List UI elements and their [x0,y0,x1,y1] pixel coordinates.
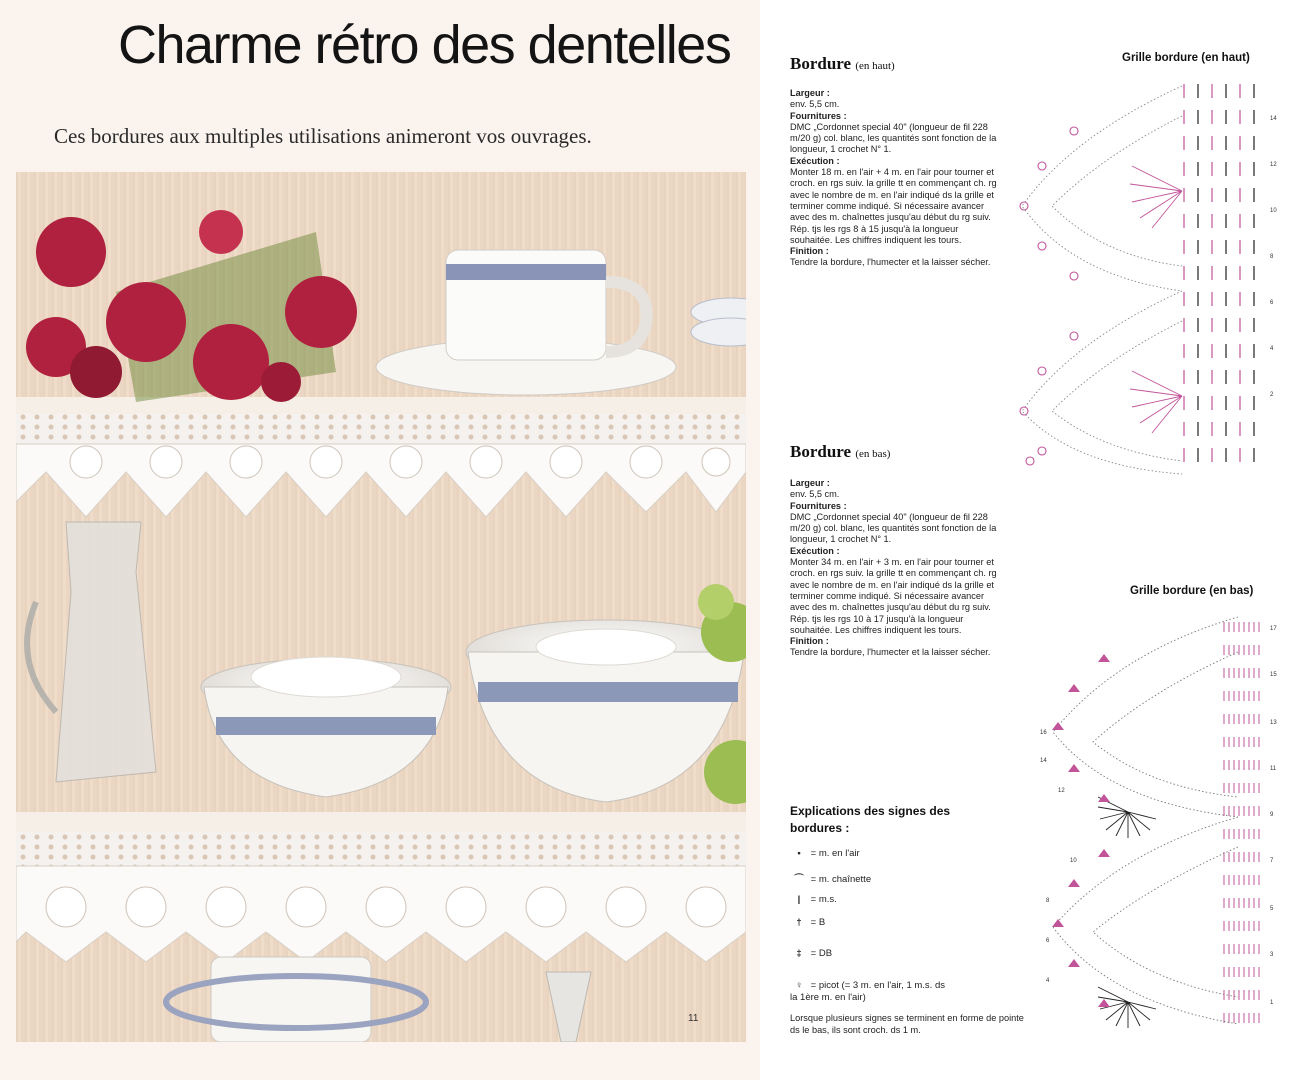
legend-text: = picot (= 3 m. en l'air, 1 m.s. ds la 1ère m. en l'air) [790,980,945,1003]
top-row-number: 12 [1270,162,1277,168]
bottom-border-title-suffix: (en bas) [855,448,891,460]
bottom-width-label: Largeur : [790,478,830,488]
top-chart-picots [1020,127,1078,465]
small-bowl [201,657,451,797]
top-chart-stitch-columns [1184,84,1254,462]
bottom-row-number: 1 [1270,1000,1274,1006]
legend-row-dc [790,917,825,928]
single-crochet-symbol: | [797,894,801,905]
shelf-photo-illustration [16,172,746,1042]
page-title: Charme rétro des dentelles [118,15,731,75]
bottom-chart-stitch-rows [1224,622,1259,1023]
bottom-execution-text: Monter 34 m. en l'air + 3 m. en l'air pour tourner et croch. en rgs suiv. la grille tt en commençant ch. rg avec le nombre de m. en l'air indiqué ds la grille et terminer comme indiqué. Si nécessaire avancer avec des m. chaînettes jusqu'au début du rg suiv. Rép. tjs les rgs 10 à 17 jusqu'à la longueur souhaitée. Les chiffres indiquent les tours. [790,557,997,635]
bottom-supplies-text: DMC „Cordonnet special 40" (longueur de fil 228 m/20 g) col. blanc, les quantités sont fonction de la longueur, 1 crochet N° 1. [790,511,997,545]
top-width-text: env. 5,5 cm. [790,99,840,110]
legend-text: = m. chaînette [810,874,872,885]
bottom-side-number: 14 [1040,758,1047,764]
slip-stitch-symbol: ⌒ [794,874,804,885]
lower-lace-band [16,832,746,866]
top-supplies-label: Fournitures : [790,110,847,121]
bottom-finishing-label: Finition : [790,636,829,647]
bottom-side-number: 12 [1058,788,1065,794]
chain-stitch-symbol: • [797,848,801,859]
legend-row-sc [790,894,837,905]
bottom-row-number: 11 [1270,766,1277,772]
top-chart-fans [1130,166,1182,433]
legend-title: Explications des signes des bordures : [790,804,951,835]
bottom-row-number: 17 [1270,626,1277,632]
legend-note: Lorsque plusieurs signes se terminent en forme de pointe ds le bas, ils sont croch. ds 1 m. [790,1013,1024,1035]
bottom-border-title [790,442,890,462]
bottom-chart-chain-loops [1053,617,1238,1024]
legend-row-slip [790,871,871,885]
top-finishing-text: Tendre la bordure, l'humecter et la laisser sécher. [790,257,991,268]
legend-text: = B [810,917,826,928]
top-execution-label: Exécution : [790,155,840,166]
bottom-border-instructions [790,478,998,659]
shelf-photo [16,172,746,1042]
top-width-label: Largeur : [790,88,830,98]
large-bowl [466,620,746,802]
top-border-title-main: Bordure [790,54,852,73]
top-supplies-text: DMC „Cordonnet special 40" (longueur de fil 228 m/20 g) col. blanc, les quantités sont fonction de la longueur, 1 crochet N° 1. [790,121,997,155]
carnations [26,210,357,402]
cup-handle [606,282,647,352]
bottom-row-number: 7 [1270,858,1274,864]
top-row-number: 6 [1270,300,1274,306]
bottom-row-number: 5 [1270,906,1274,912]
bottom-side-number: 4 [1046,978,1050,984]
double-crochet-symbol: † [796,917,802,928]
top-border-instructions [790,88,998,269]
bottom-chart-fans [1098,797,1156,1028]
bottom-row-number: 13 [1270,720,1277,726]
top-row-number: 2 [1270,392,1274,398]
top-grid-title: Grille bordure (en haut) [1122,52,1250,64]
glass-jug [56,522,156,782]
top-border-title [790,54,895,74]
top-chart-chain-loops [1022,86,1182,474]
bottom-chart-picots [1052,654,1110,1007]
bottom-grid-title: Grille bordure (en bas) [1130,585,1254,597]
bottom-side-number: 10 [1070,858,1077,864]
bottom-side-number: 6 [1046,938,1050,944]
picot-symbol: ♀ [795,980,803,991]
upper-lace-band [16,414,746,444]
legend-text: = DB [810,948,833,959]
bottom-side-number: 8 [1046,898,1050,904]
bottom-row-number: 3 [1270,952,1274,958]
legend-row-picot [790,980,950,1004]
lower-shelf [16,812,746,834]
top-crochet-chart [1012,76,1280,476]
legend-row-tr [790,948,832,959]
bottom-glass [546,972,591,1042]
legend-row-chain [790,848,860,859]
top-row-number: 8 [1270,254,1274,260]
top-row-number: 14 [1270,116,1277,122]
treble-crochet-symbol: ‡ [796,948,802,959]
bottom-border-title-main: Bordure [790,442,852,461]
bottom-row-number: 15 [1270,672,1277,678]
bottom-execution-label: Exécution : [790,545,840,556]
bottom-width-text: env. 5,5 cm. [790,489,840,500]
lower-lace-shells [46,887,726,927]
bottom-finishing-text: Tendre la bordure, l'humecter et la laisser sécher. [790,647,991,658]
legend-text: = m. en l'air [810,848,860,859]
top-border-title-suffix: (en haut) [855,60,895,72]
bottom-supplies-label: Fournitures : [790,500,847,511]
page-number: 11 [688,1013,699,1024]
top-row-number: 4 [1270,346,1274,352]
cup-band [446,264,606,280]
top-finishing-label: Finition : [790,246,829,257]
bottom-row-number: 9 [1270,812,1274,818]
top-row-number: 10 [1270,208,1277,214]
page-subtitle: Ces bordures aux multiples utilisations animeront vos ouvrages. [54,124,592,148]
bottom-side-number: 16 [1040,730,1047,736]
top-execution-text: Monter 18 m. en l'air + 4 m. en l'air pour tourner et croch. en rgs suiv. la grille tt en commençant ch. rg avec le nombre de m. en l'air indiqué ds la grille et terminer comme indiqué. Si nécessaire avancer avec des m. chaînettes jusqu'au début du rg suiv. Rép. tjs les rgs 8 à 15 jusqu'à la longueur souhaitée. Les chiffres indiquent les tours. [790,167,997,245]
legend-text: = m.s. [810,894,837,905]
bottom-crochet-chart [1038,612,1280,1042]
